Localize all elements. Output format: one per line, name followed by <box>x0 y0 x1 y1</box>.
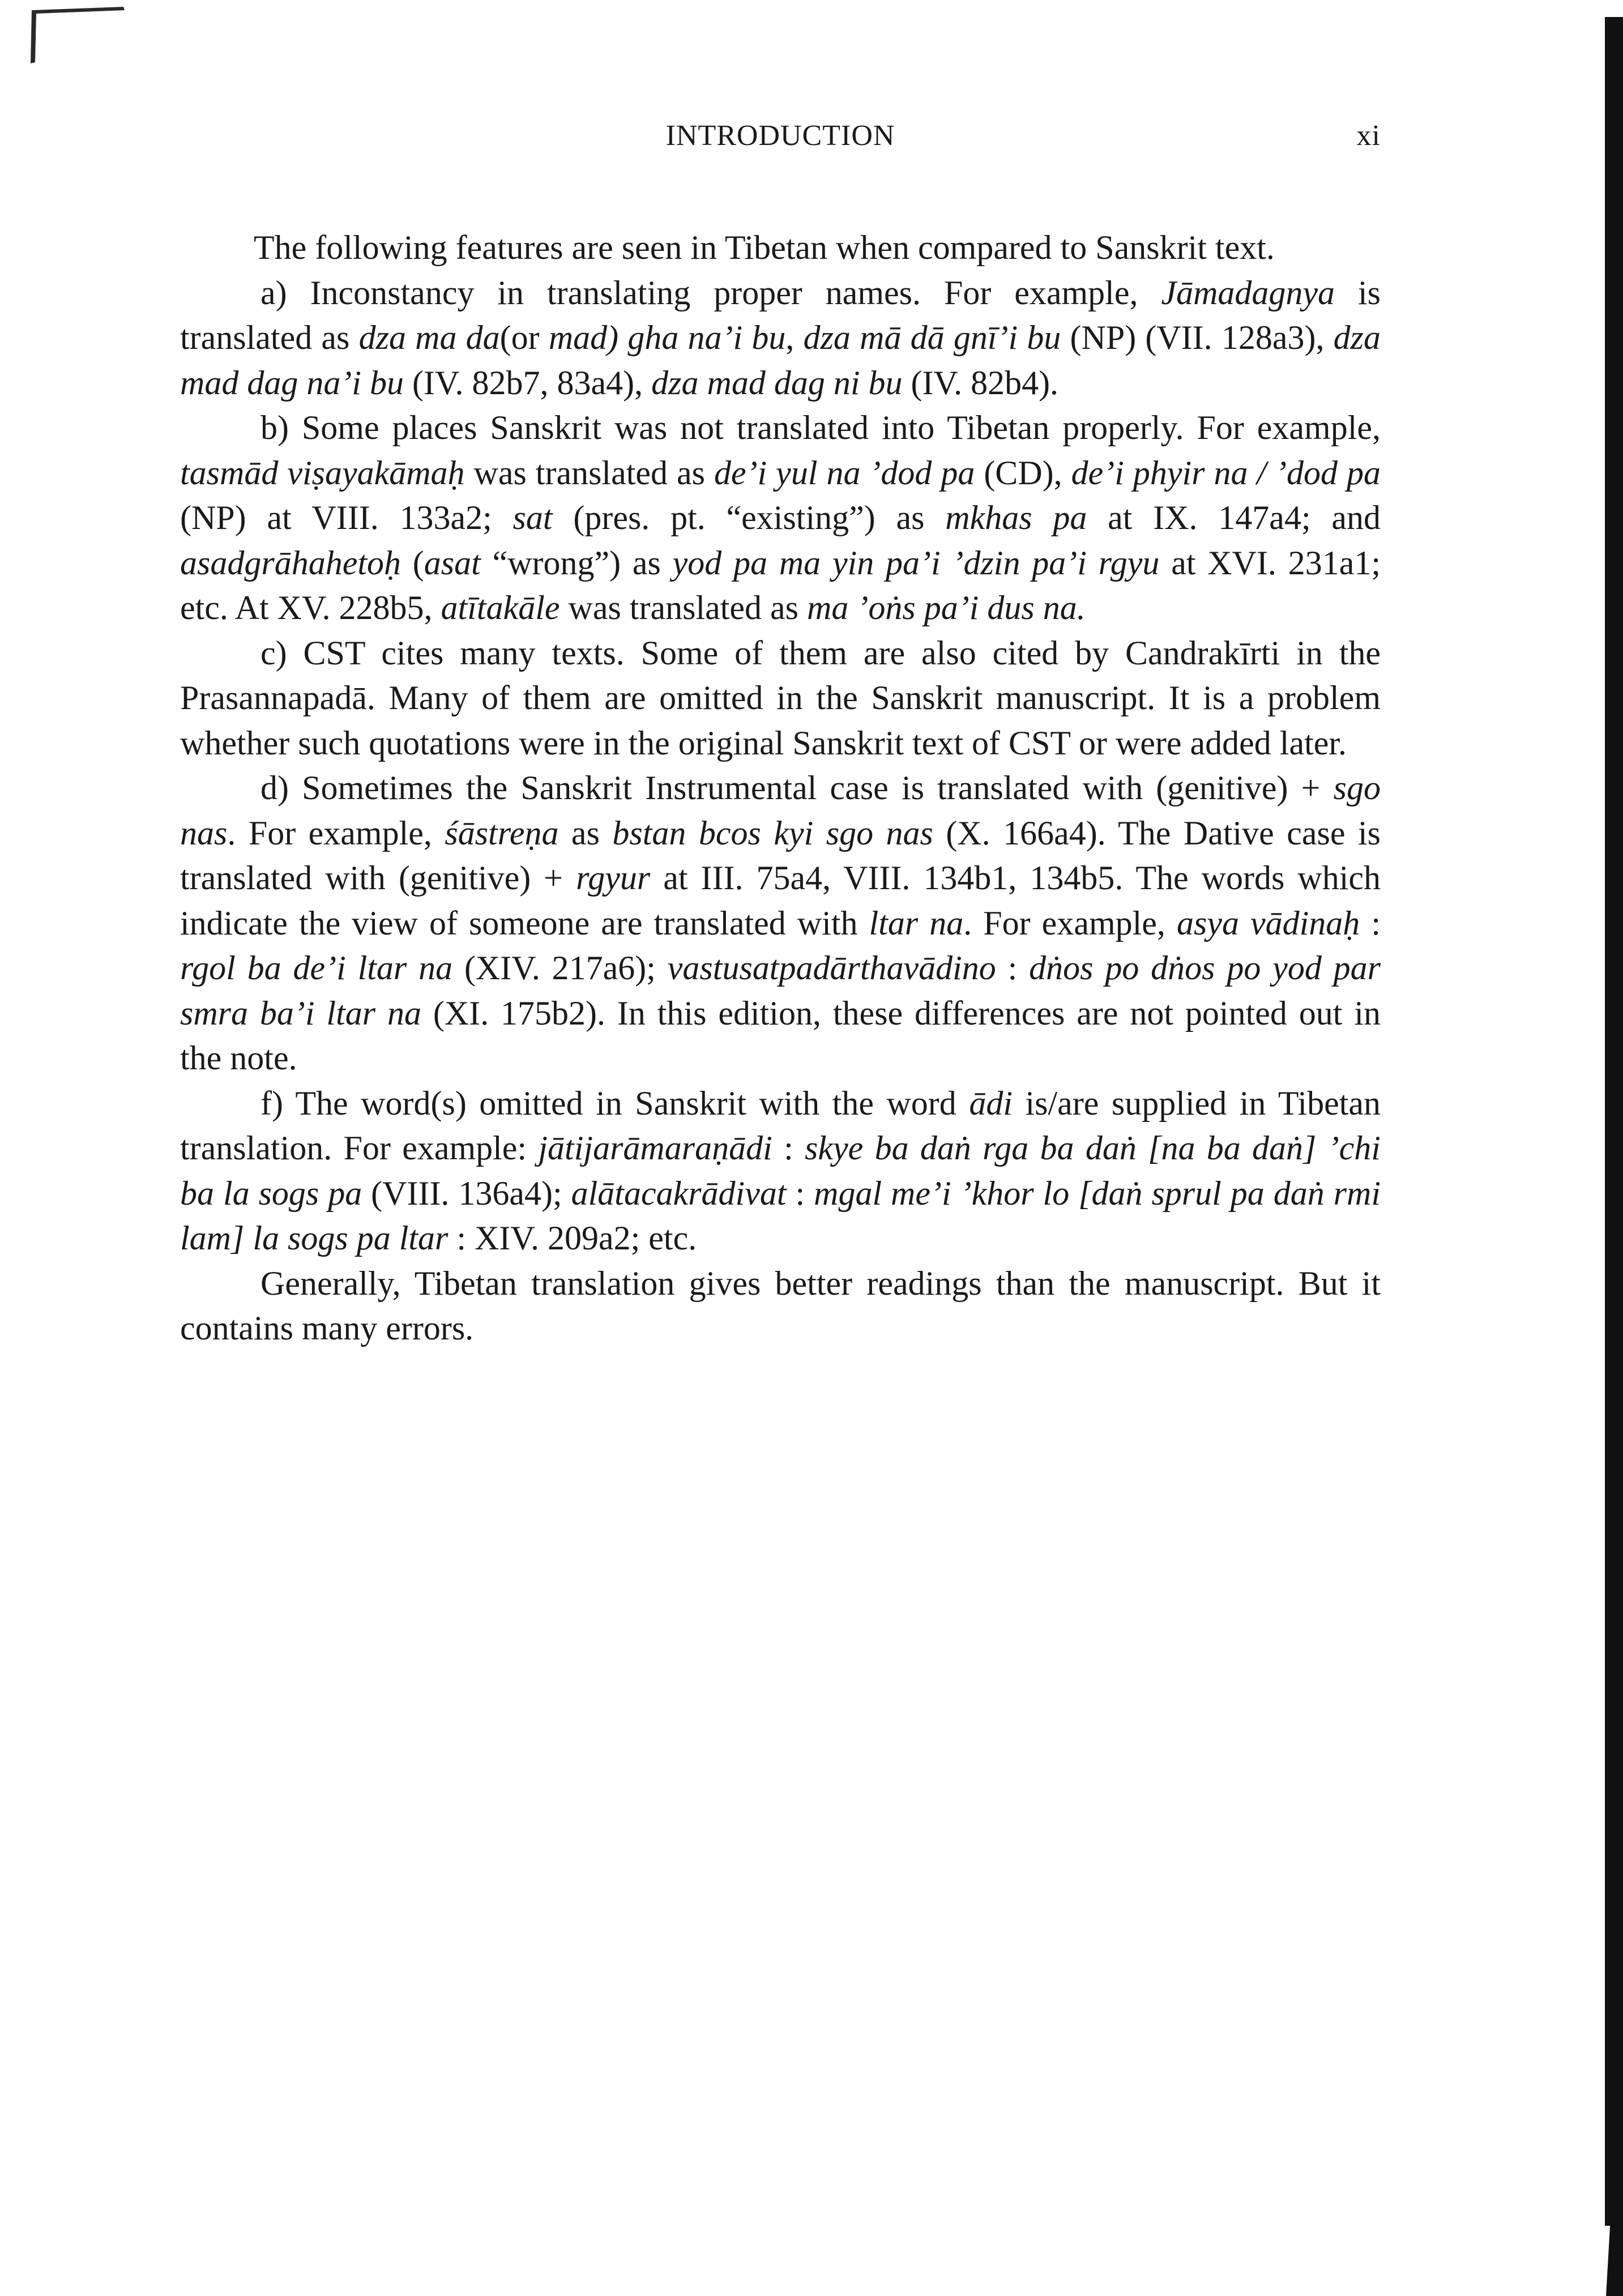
italic-term: śāstreṇa <box>445 814 559 852</box>
italic-term: asadgrāhahetoḥ <box>180 544 401 582</box>
text-run: : <box>1360 904 1381 942</box>
italic-term: vastusatpadārthavādino <box>667 949 996 987</box>
italic-term: dza mad dag ni bu <box>651 364 903 402</box>
text-run: was translated as <box>464 454 714 492</box>
italic-term: ltar na <box>869 904 964 942</box>
scan-right-edge-shadow <box>1595 0 1623 2296</box>
text-run: The following features are seen in Tibetan when compared to Sanskrit text. <box>254 229 1275 266</box>
text-run: (or <box>499 319 549 356</box>
text-run: . For example, <box>963 904 1177 942</box>
text-run: at III. 75a4, VIII. 134b1, 134b5. The words which indicate the view of someone are translated with <box>180 859 1381 942</box>
text-run: (XIV. 217a6); <box>452 949 668 987</box>
text-run: (NP) at VIII. 133a2; <box>180 499 513 536</box>
italic-term: tasmād viṣayakāmaḥ <box>180 454 465 492</box>
text-run: (X. 166a4). The Dative case is translated with (genitive) + <box>180 814 1381 897</box>
italic-term: de’i phyir na / ’dod pa <box>1071 454 1381 492</box>
italic-term: Jāmadagnya <box>1161 274 1335 311</box>
page-number: xi <box>1356 120 1381 152</box>
italic-term: alātacakrādivat <box>571 1174 787 1212</box>
text-run: a) Inconstancy in translating proper names. For example, <box>260 274 1161 311</box>
text-run: (VIII. 136a4); <box>362 1174 571 1212</box>
italic-term: mkhas pa <box>945 499 1087 536</box>
italic-term: de’i yul na ’dod pa <box>714 454 975 492</box>
text-run: , <box>785 319 804 356</box>
paragraph-c <box>180 631 1381 766</box>
text-run: : <box>772 1129 805 1167</box>
paragraph-b <box>180 406 1381 631</box>
italic-term: bstan bcos kyi sgo nas <box>612 814 933 852</box>
italic-term: ādi <box>969 1084 1013 1122</box>
text-run: as <box>558 814 613 852</box>
italic-term: ma ’oṅs pa’i dus na. <box>807 589 1086 626</box>
text-run: was translated as <box>559 589 808 626</box>
text-run: (pres. pt. “existing”) as <box>552 499 946 536</box>
italic-term: mgal me’i ’khor lo [daṅ sprul pa daṅ rmi lam] la sogs pa ltar <box>180 1174 1381 1257</box>
text-run: c) CST cites many texts. Some of them are also cited by Candrakīrti in the Prasannapadā. Many of them are omitted in the Sanskrit manuscript. It is a problem whether such quotations were in the original Sanskrit text of CST or were added later. <box>180 634 1381 762</box>
text-run: “wrong”) as <box>480 544 673 582</box>
text-run: : XIV. 209a2; etc. <box>448 1219 697 1257</box>
italic-term: skye ba daṅ rga ba daṅ [na ba daṅ] ’chi ba la sogs pa <box>180 1129 1381 1212</box>
italic-term: sat <box>512 499 553 536</box>
italic-term: dza ma da <box>358 319 500 356</box>
italic-term: jātijarāmaraṇādi <box>538 1129 772 1167</box>
italic-term: sgo nas <box>180 769 1381 852</box>
italic-term: dza mad dag na’i bu <box>180 319 1381 402</box>
text-run: b) Some places Sanskrit was not translated into Tibetan properly. For example, <box>260 409 1381 446</box>
paragraph-a <box>180 271 1381 406</box>
running-head-title: INTRODUCTION <box>665 120 895 152</box>
text-run: (IV. 82b4). <box>902 364 1059 402</box>
text-run: f) The word(s) omitted in Sanskrit with the word <box>260 1084 969 1122</box>
text-run: (XI. 175b2). In this edition, these differences are not pointed out in the note. <box>180 994 1381 1077</box>
text-run: (IV. 82b7, 83a4), <box>403 364 652 402</box>
italic-term: atītakāle <box>441 589 560 626</box>
text-run: at XVI. 231a1; etc. At XV. 228b5, <box>180 544 1381 626</box>
scan-corner-mark <box>27 6 129 68</box>
italic-term: yod pa ma yin pa’i ’dzin pa’i rgyu <box>672 544 1160 582</box>
paragraph-conclusion <box>180 1261 1381 1351</box>
text-run: : <box>786 1174 814 1212</box>
italic-term: asya vādinaḥ <box>1176 904 1360 942</box>
running-head <box>180 113 1381 164</box>
italic-term: asat <box>424 544 481 582</box>
italic-term: rgol ba de’i ltar na <box>180 949 453 987</box>
paragraph-f <box>180 1081 1381 1261</box>
paragraph-d <box>180 766 1381 1081</box>
italic-term: dza mā dā gnī’i bu <box>803 319 1061 356</box>
text-run: d) Sometimes the Sanskrit Instrumental case is translated with (genitive) + <box>260 769 1334 806</box>
text-run: is/are supplied in Tibetan translation. For example: <box>180 1084 1381 1167</box>
text-run: . For example, <box>227 814 445 852</box>
text-run: ( <box>401 544 424 582</box>
paragraph-intro <box>180 225 1381 271</box>
italic-term: dṅos po dṅos po yod par smra ba’i ltar na <box>180 949 1381 1032</box>
document-page <box>180 113 1381 1351</box>
body-text <box>180 225 1381 1351</box>
text-run: Generally, Tibetan translation gives better readings than the manuscript. But it contains many errors. <box>180 1264 1381 1347</box>
italic-term: mad) gha na’i bu <box>548 319 786 356</box>
text-run: (CD), <box>975 454 1071 492</box>
italic-term: rgyur <box>576 859 651 897</box>
text-run: at IX. 147a4; and <box>1087 499 1381 536</box>
text-run: : <box>996 949 1030 987</box>
text-run: (NP) (VII. 128a3), <box>1061 319 1334 356</box>
text-run: is translated as <box>180 274 1381 356</box>
